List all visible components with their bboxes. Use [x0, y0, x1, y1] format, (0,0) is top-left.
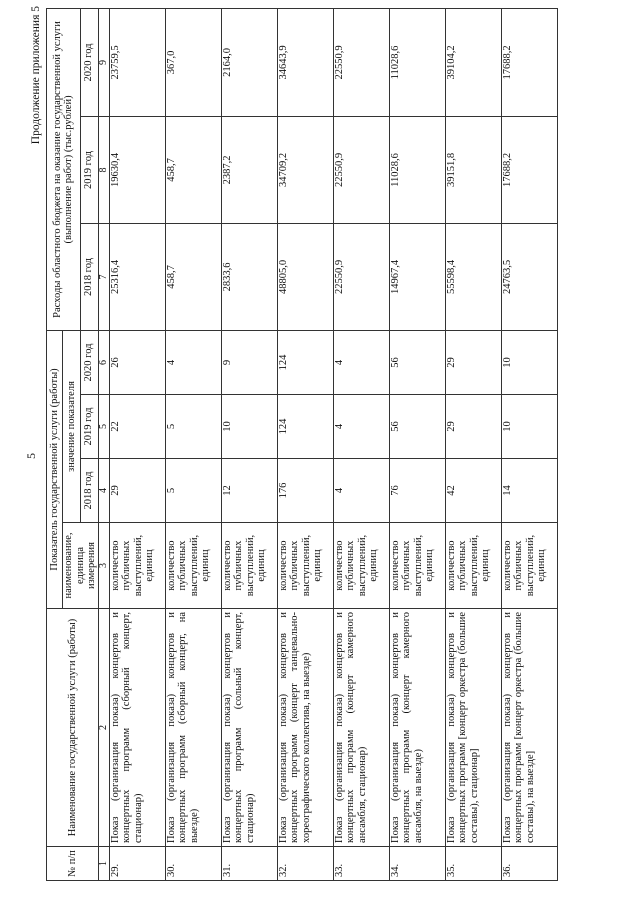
value-2020-cell: 56: [389, 330, 445, 394]
value-2019-cell: 56: [389, 395, 445, 459]
value-2020-cell: 4: [333, 330, 389, 394]
table-row: [165, 8, 221, 880]
value-2019-cell: 29: [445, 395, 501, 459]
value-2020-cell: 29: [445, 330, 501, 394]
header-service-name: Наименование государственной услуги (работы): [47, 609, 99, 847]
value-2020-cell: 124: [277, 330, 333, 394]
unit-cell: количество публичных выступлений, единиц: [501, 523, 557, 609]
header-indicator-value: значение показателя: [63, 330, 81, 522]
expense-2018-cell: 14967,4: [389, 223, 445, 330]
unit-cell: количество публичных выступлений, единиц: [333, 523, 389, 609]
header-unit-name: наименование, единица измерения: [63, 523, 99, 609]
header-num: № п/п: [47, 847, 99, 881]
colnum-9: 9: [98, 8, 109, 116]
colnum-8: 8: [98, 116, 109, 223]
expense-2018-cell: 22550,9: [333, 223, 389, 330]
value-2019-cell: 124: [277, 395, 333, 459]
page-number: 5: [24, 453, 38, 459]
expense-2020-cell: 11028,6: [389, 8, 445, 116]
value-2019-cell: 10: [501, 395, 557, 459]
table-row: [277, 8, 333, 880]
colnum-5: 5: [98, 395, 109, 459]
expense-2020-cell: 22550,9: [333, 8, 389, 116]
expense-2019-cell: 458,7: [165, 116, 221, 223]
expense-2019-cell: 17688,2: [501, 116, 557, 223]
value-2019-cell: 22: [109, 395, 165, 459]
unit-cell: количество публичных выступлений, единиц: [165, 523, 221, 609]
service-name-cell: Показ (организация показа) концертов и концертных программ [концерт оркестра (большие составы), стационар]: [445, 609, 501, 847]
unit-cell: количество публичных выступлений, единиц: [109, 523, 165, 609]
colnum-7: 7: [98, 223, 109, 330]
expense-2019-cell: 39151,8: [445, 116, 501, 223]
colnum-2: 2: [98, 609, 109, 847]
row-number: 31.: [221, 847, 277, 881]
table-row: [333, 8, 389, 880]
unit-cell: количество публичных выступлений, единиц: [277, 523, 333, 609]
value-2019-cell: 5: [165, 395, 221, 459]
expense-2020-cell: 39104,2: [445, 8, 501, 116]
value-2020-cell: 4: [165, 330, 221, 394]
unit-cell: количество публичных выступлений, единиц: [389, 523, 445, 609]
expense-2019-cell: 2387,2: [221, 116, 277, 223]
service-name-cell: Показ (организация показа) концертов и концертных программ (концерт камерного ансамбля, на выезде): [389, 609, 445, 847]
value-2018-cell: 4: [333, 459, 389, 523]
table-row: [389, 8, 445, 880]
column-number-row: [98, 8, 109, 880]
table-row: [221, 8, 277, 880]
header-expense-2020: 2020 год: [80, 8, 98, 116]
value-2018-cell: 76: [389, 459, 445, 523]
row-number: 36.: [501, 847, 557, 881]
expense-2020-cell: 23759,5: [109, 8, 165, 116]
value-2019-cell: 4: [333, 395, 389, 459]
expense-2019-cell: 22550,9: [333, 116, 389, 223]
appendix-note: Продолжение приложения 5: [30, 6, 42, 145]
expense-2020-cell: 34643,9: [277, 8, 333, 116]
expense-2018-cell: 48805,0: [277, 223, 333, 330]
expense-2018-cell: 24763,5: [501, 223, 557, 330]
value-2018-cell: 12: [221, 459, 277, 523]
row-number: 29.: [109, 847, 165, 881]
header-indicator: Показатель государственной услуги (работы): [47, 330, 63, 608]
service-name-cell: Показ (организация показа) концертов и концертных программ (сборный концерт, на выезде): [165, 609, 221, 847]
row-number: 32.: [277, 847, 333, 881]
expense-2018-cell: 458,7: [165, 223, 221, 330]
table-row: [445, 8, 501, 880]
table-row: [109, 8, 165, 880]
header-expense-2018: 2018 год: [80, 223, 98, 330]
service-name-cell: Показ (организация показа) концертов и концертных программ (концерт танцевально-хореографического коллектива, на выезде): [277, 609, 333, 847]
header-expense-2019: 2019 год: [80, 116, 98, 223]
row-number: 35.: [445, 847, 501, 881]
value-2018-cell: 42: [445, 459, 501, 523]
expense-2019-cell: 19630,4: [109, 116, 165, 223]
expense-2019-cell: 11028,6: [389, 116, 445, 223]
unit-cell: количество публичных выступлений, единиц: [445, 523, 501, 609]
service-name-cell: Показ (организация показа) концертов и концертных программ (сольный концерт, стационар): [221, 609, 277, 847]
service-name-cell: Показ (организация показа) концертов и концертных программ (сборный концерт, стационар): [109, 609, 165, 847]
row-number: 30.: [165, 847, 221, 881]
header-value-2018: 2018 год: [80, 459, 98, 523]
service-name-cell: Показ (организация показа) концертов и концертных программ [концерт оркестра (большие составы), на выезде]: [501, 609, 557, 847]
expense-2018-cell: 25316,4: [109, 223, 165, 330]
colnum-1: 1: [98, 847, 109, 881]
colnum-6: 6: [98, 330, 109, 394]
value-2018-cell: 29: [109, 459, 165, 523]
value-2018-cell: 14: [501, 459, 557, 523]
unit-cell: количество публичных выступлений, единиц: [221, 523, 277, 609]
row-number: 34.: [389, 847, 445, 881]
table-row: [501, 8, 557, 880]
value-2018-cell: 5: [165, 459, 221, 523]
expense-2020-cell: 17688,2: [501, 8, 557, 116]
colnum-3: 3: [98, 523, 109, 609]
header-expenses: Расходы областного бюджета на оказание государственной услуги (выполнение работ) (тыс.рублей): [47, 8, 81, 330]
value-2020-cell: 10: [501, 330, 557, 394]
value-2019-cell: 10: [221, 395, 277, 459]
colnum-4: 4: [98, 459, 109, 523]
value-2018-cell: 176: [277, 459, 333, 523]
row-number: 33.: [333, 847, 389, 881]
expense-2018-cell: 55598,4: [445, 223, 501, 330]
services-table: [46, 8, 558, 881]
header-value-2020: 2020 год: [80, 330, 98, 394]
service-name-cell: Показ (организация показа) концертов и концертных программ (концерт камерного ансамбля, стационар): [333, 609, 389, 847]
expense-2020-cell: 2164,0: [221, 8, 277, 116]
value-2020-cell: 9: [221, 330, 277, 394]
value-2020-cell: 26: [109, 330, 165, 394]
expense-2018-cell: 2833,6: [221, 223, 277, 330]
expense-2019-cell: 34709,2: [277, 116, 333, 223]
expense-2020-cell: 367,0: [165, 8, 221, 116]
header-value-2019: 2019 год: [80, 395, 98, 459]
